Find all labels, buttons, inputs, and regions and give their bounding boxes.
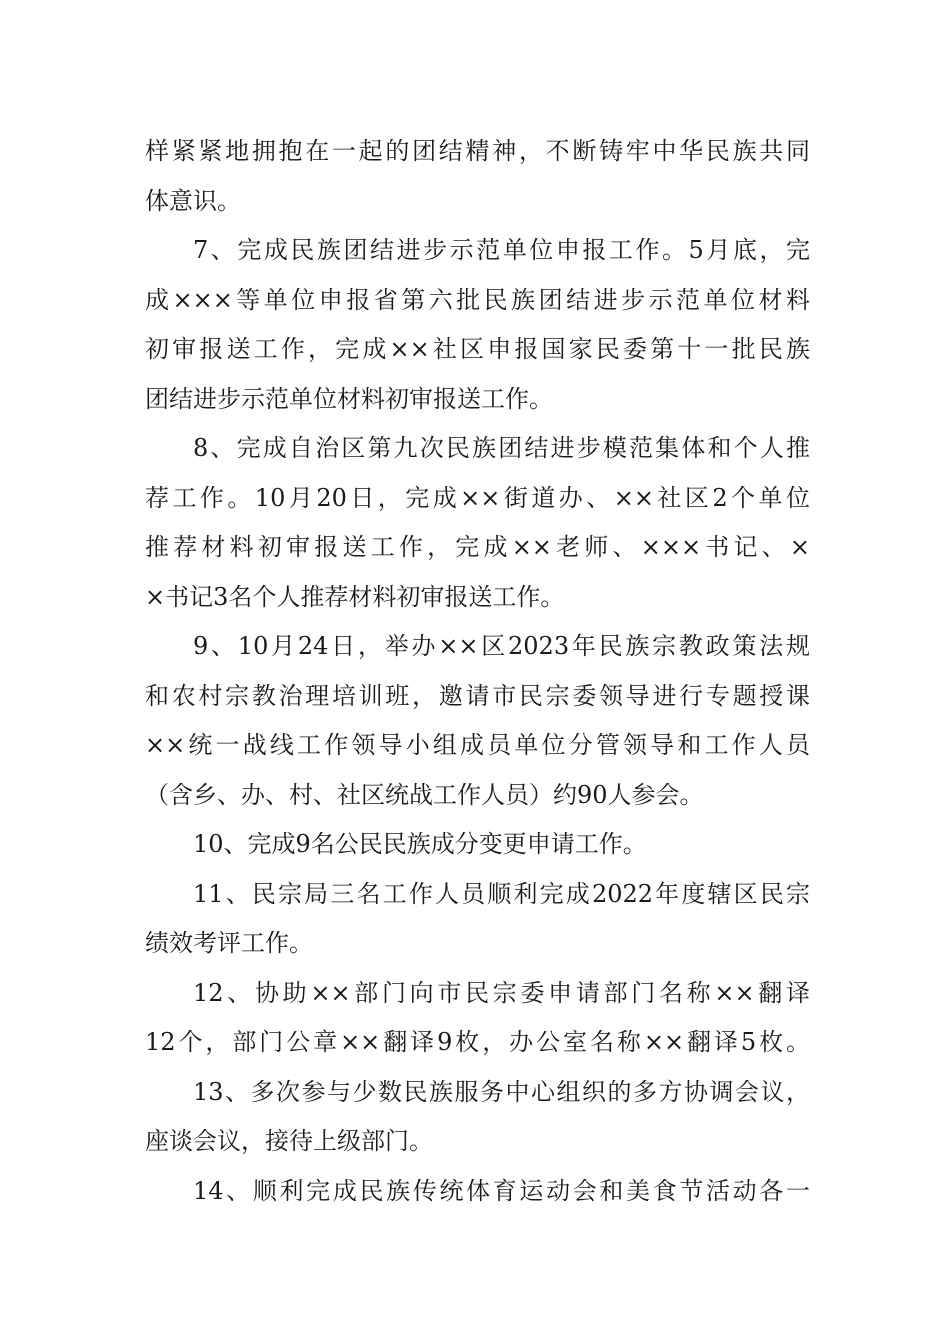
text-line: 成×××等单位申报省第六批民族团结进步示范单位材料 [145,285,810,314]
text-line: ×书记3名个人推荐材料初审报送工作。 [145,582,565,611]
document-body [145,127,810,1216]
text-line: 10、完成9名公民民族成分变更申请工作。 [193,830,647,858]
text-line: 团结进步示范单位材料初审报送工作。 [145,384,553,413]
text-line: 座谈会议，接待上级部门。 [145,1127,433,1155]
text-line: 绩效考评工作。 [145,929,313,957]
text-line: 7、完成民族团结进步示范单位申报工作。5月底，完 [193,236,810,264]
text-line: 样紧紧地拥抱在一起的团结精神，不断铸牢中华民族共同 [145,137,810,165]
text-line: 体意识。 [145,186,241,215]
text-line: （含乡、办、村、社区统战工作人员）约90人参会。 [145,780,704,809]
text-line: ××统一战线工作领导小组成员单位分管领导和工作人员 [145,731,810,759]
text-line: 13、多次参与少数民族服务中心组织的多方协调会议， [193,1077,810,1106]
text-line: 14、顺利完成民族传统体育运动会和美食节活动各一 [193,1176,810,1205]
text-line: 12、协助××部门向市民宗委申请部门名称××翻译 [193,978,810,1007]
text-line: 初审报送工作，完成××社区申报国家民委第十一批民族 [145,335,810,363]
text-line: 11、民宗局三名工作人员顺利完成2022年度辖区民宗 [193,879,810,908]
text-line: 推荐材料初审报送工作，完成××老师、×××书记、× [145,533,810,561]
text-line: 和农村宗教治理培训班，邀请市民宗委领导进行专题授课 [145,681,810,710]
text-line: 荐工作。10月20日，完成××街道办、××社区2个单位 [145,483,810,512]
text-line: 9、10月24日，举办××区2023年民族宗教政策法规 [193,632,810,660]
text-line: 8、完成自治区第九次民族团结进步模范集体和个人推 [193,434,810,462]
text-line: 12个，部门公章××翻译9枚，办公室名称××翻译5枚。 [145,1028,810,1056]
